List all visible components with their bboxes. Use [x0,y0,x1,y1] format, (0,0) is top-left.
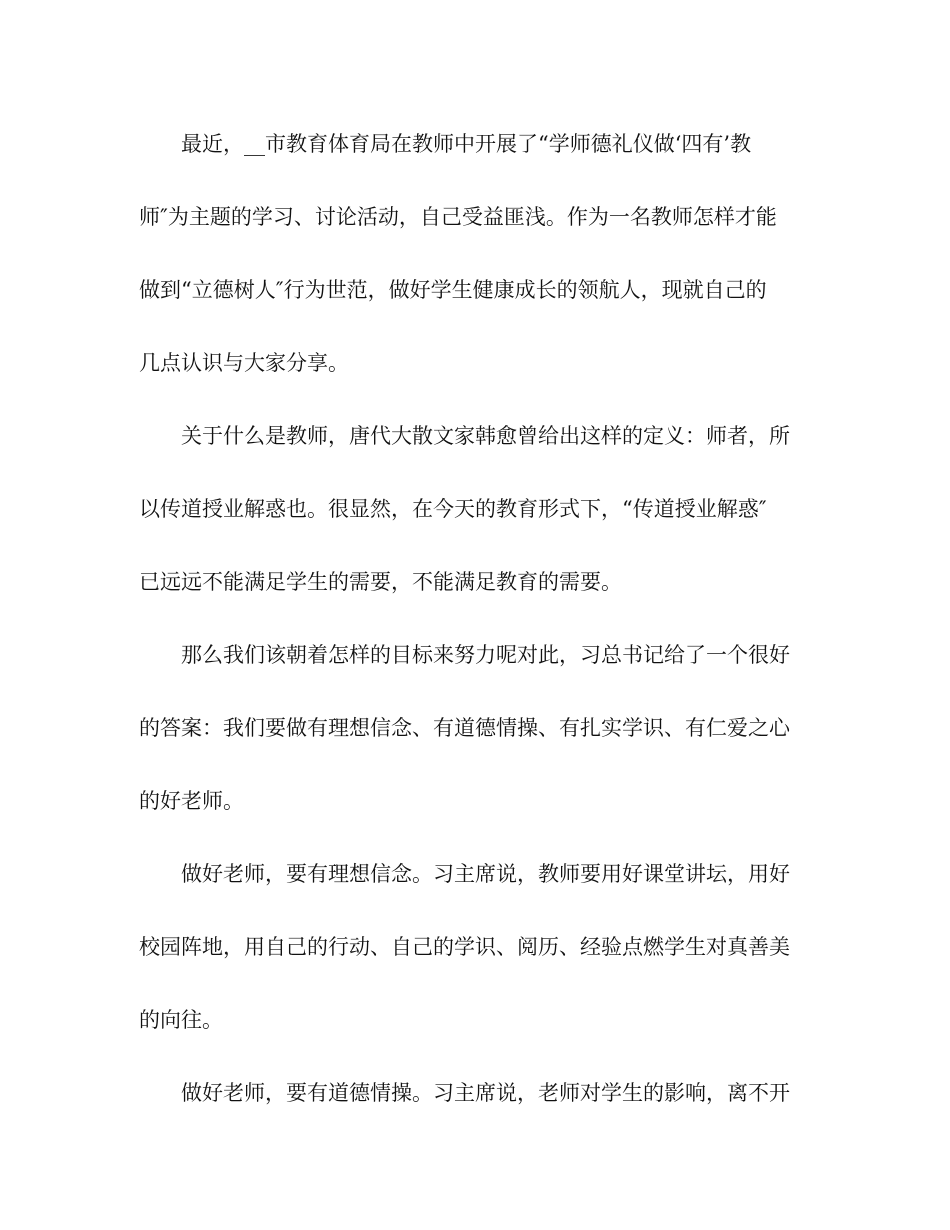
paragraph-2-line-2: 以传道授业解惑也。很显然，在今天的教育形式下，“传道授业解惑″ [139,497,767,521]
paragraph-3-line-2: 的答案：我们要做有理想信念、有道德情操、有扎实学识、有仁爱之心 [139,716,790,740]
paragraph-4-line-3: 的向往。 [139,1008,223,1032]
paragraph-2-line-1: 关于什么是教师，唐代大散文家韩愈曾给出这样的定义：师者，所 [181,424,790,448]
paragraph-1-line-4: 几点认识与大家分享。 [139,351,349,375]
paragraph-1-line-1: 最近，__市教育体育局在教师中开展了“学师德礼仪做‘四有’教 [181,132,752,156]
paragraph-5-line-1: 做好老师，要有道德情操。习主席说，老师对学生的影响，离不开 [181,1081,790,1105]
paragraph-1-line-2: 师″为主题的学习、讨论活动，自己受益匪浅。作为一名教师怎样才能 [139,205,777,229]
paragraph-2-line-3: 已远远不能满足学生的需要，不能满足教育的需要。 [139,570,622,594]
paragraph-1-line-3: 做到“立德树人″行为世范，做好学生健康成长的领航人，现就自己的 [139,278,767,302]
paragraph-3-line-3: 的好老师。 [139,789,244,813]
paragraph-3-line-1: 那么我们该朝着怎样的目标来努力呢对此，习总书记给了一个很好 [181,643,790,667]
paragraph-4-line-2: 校园阵地，用自己的行动、自己的学识、阅历、经验点燃学生对真善美 [139,935,790,959]
paragraph-4-line-1: 做好老师，要有理想信念。习主席说，教师要用好课堂讲坛，用好 [181,862,790,886]
